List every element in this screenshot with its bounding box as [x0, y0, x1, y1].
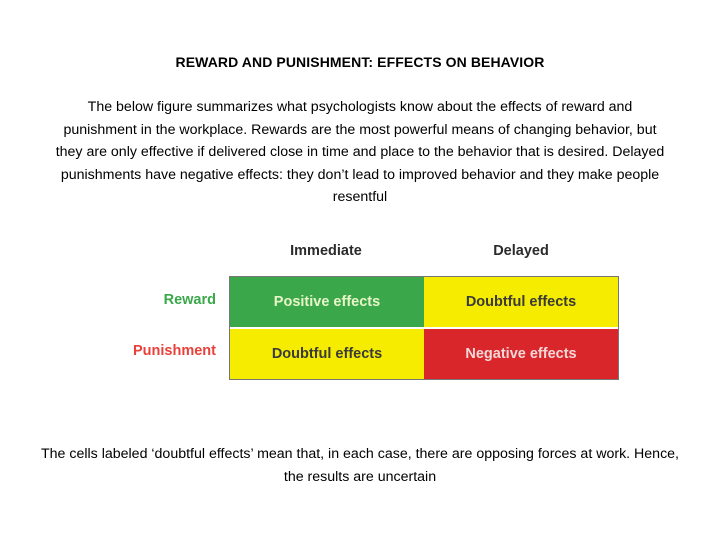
outro-paragraph: The cells labeled ‘doubtful effects’ mean that, in each case, there are opposing forces at work. Hence, the results are uncertain [40, 446, 679, 485]
intro-paragraph: The below figure summarizes what psychologists know about the effects of reward and punishment in the workplace. Rewards are the most powerful means of changing behavior, but they are only effective if delivered close in time and place to the behavior that is desired. Delayed punishments have negative effects: they don’t lead to improved behavior and they make people resentful [55, 99, 665, 205]
row-header-punishment: Punishment [133, 343, 216, 359]
page-title: REWARD AND PUNISHMENT: EFFECTS ON BEHAVIOR [175, 54, 545, 70]
cell-punishment-immediate: Doubtful effects [230, 329, 424, 379]
cell-punishment-delayed: Negative effects [424, 329, 618, 379]
column-header-immediate: Immediate [290, 243, 362, 259]
row-header-reward: Reward [163, 292, 216, 308]
cell-reward-delayed: Doubtful effects [424, 277, 618, 327]
column-header-delayed: Delayed [493, 243, 549, 259]
cell-reward-immediate: Positive effects [230, 277, 424, 327]
